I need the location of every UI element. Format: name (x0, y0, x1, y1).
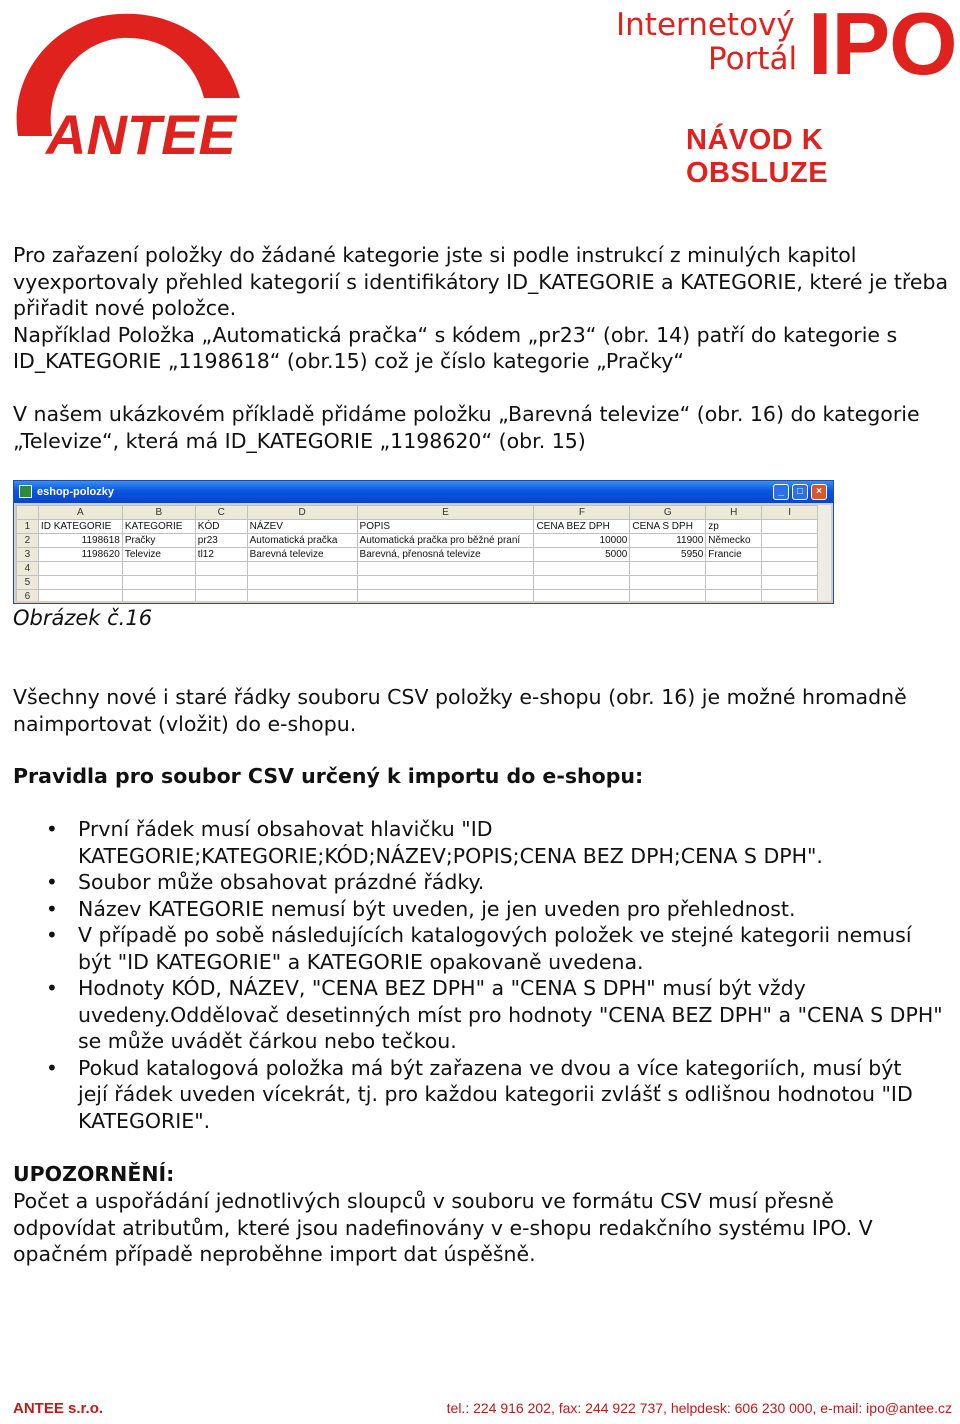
rule-line: • V případě po sobě následujících katalogových položek ve stejné kategorii nemusí (78, 923, 912, 947)
document-label: NÁVOD K OBSLUZE (686, 124, 829, 189)
rule-item (13, 869, 953, 896)
rules-heading: Pravidla pro soubor CSV určený k importu do e-shopu: (13, 764, 644, 788)
row-header[interactable]: 4 (17, 562, 39, 576)
table-row (17, 576, 818, 590)
table-cell[interactable] (357, 576, 534, 590)
rule-item (13, 816, 953, 869)
column-header[interactable]: I (762, 506, 818, 520)
table-cell[interactable] (534, 590, 630, 602)
import-note (13, 684, 953, 737)
column-header[interactable]: G (630, 506, 706, 520)
example-line: „Televize“, která má ID_KATEGORIE „1198620“ (obr. 15) (13, 428, 586, 453)
table-cell[interactable]: Automatická pračka pro běžné praní (357, 534, 534, 548)
ipo-logo: IPO (808, 0, 957, 93)
table-cell[interactable]: Barevná televize (247, 548, 357, 562)
table-cell[interactable]: Barevná, přenosná televize (357, 548, 534, 562)
table-cell[interactable]: Pračky (122, 534, 195, 548)
table-row (17, 590, 818, 602)
table-cell[interactable] (630, 590, 706, 602)
warning-line: odpovídat atributům, které jsou nadefinovány v e-shopu redakčního systému IPO. V (13, 1215, 873, 1240)
table-cell[interactable] (762, 520, 818, 534)
warning-paragraph (13, 1188, 953, 1268)
table-cell[interactable]: ID KATEGORIE (38, 520, 122, 534)
table-cell[interactable] (762, 534, 818, 548)
warning-line: Počet a uspořádání jednotlivých sloupců v souboru ve formátu CSV musí přesně (13, 1189, 834, 1213)
rule-item (13, 922, 953, 975)
spreadsheet-icon (19, 485, 32, 498)
rule-line: se může uvádět čárkou nebo tečkou. (78, 1029, 457, 1053)
table-row (17, 548, 818, 562)
vertical-scrollbar[interactable] (817, 505, 831, 601)
rule-item (13, 896, 953, 923)
table-row (17, 520, 818, 534)
page-footer (0, 1398, 960, 1420)
table-cell[interactable] (706, 576, 762, 590)
warning-line: opačném případě neproběhne import dat úspěšně. (13, 1242, 536, 1266)
table-cell[interactable] (247, 562, 357, 576)
row-header[interactable]: 2 (17, 534, 39, 548)
row-header[interactable]: 6 (17, 590, 39, 602)
table-cell[interactable] (534, 562, 630, 576)
table-cell[interactable]: KATEGORIE (122, 520, 195, 534)
antee-logo (8, 6, 268, 162)
rules-list-container (13, 816, 953, 1134)
table-cell[interactable] (762, 576, 818, 590)
table-cell[interactable]: 1198618 (38, 534, 122, 548)
rule-line: KATEGORIE;KATEGORIE;KÓD;NÁZEV;POPIS;CENA BEZ DPH;CENA S DPH". (78, 843, 823, 868)
figure-caption: Obrázek č.16 (13, 606, 153, 630)
rule-item (13, 975, 953, 1055)
column-header[interactable]: A (38, 506, 122, 520)
table-cell[interactable] (247, 576, 357, 590)
table-cell[interactable]: CENA S DPH (630, 520, 706, 534)
intro-line: vyexportovaly přehled kategorií s identifikátory ID_KATEGORIE a KATEGORIE, které je třeba (13, 269, 949, 294)
table-cell[interactable]: KÓD (195, 520, 247, 534)
spreadsheet-grid[interactable] (16, 505, 818, 601)
table-cell[interactable]: 10000 (534, 534, 630, 548)
rule-line: její řádek uveden vícekrát, tj. pro každou kategorii zvlášť s odlišnou hodnotou "ID (78, 1082, 913, 1106)
table-cell[interactable] (630, 576, 706, 590)
ipo-logo-subtitle: Internetový Portál (616, 7, 798, 77)
rule-line: • Název KATEGORIE nemusí být uveden, je jen uveden pro přehlednost. (78, 896, 796, 921)
table-cell[interactable]: pr23 (195, 534, 247, 548)
column-header[interactable]: C (195, 506, 247, 520)
table-cell[interactable]: NÁZEV (247, 520, 357, 534)
spreadsheet-title: eshop-polozky (37, 486, 115, 498)
intro-paragraph (13, 242, 953, 375)
table-cell[interactable] (357, 590, 534, 602)
rule-line: být "ID KATEGORIE" a KATEGORIE opakovaně uvedena. (78, 949, 644, 974)
table-cell[interactable]: tl12 (195, 548, 247, 562)
table-cell[interactable] (762, 590, 818, 602)
table-cell[interactable] (357, 562, 534, 576)
table-cell[interactable]: Německo (706, 534, 762, 548)
intro-line: Například Položka „Automatická pračka“ s kódem „pr23“ (obr. 14) patří do kategorie s (13, 322, 898, 347)
table-cell[interactable]: 1198620 (38, 548, 122, 562)
warning-heading: UPOZORNĚNÍ: (13, 1162, 175, 1186)
rules-list (13, 816, 953, 1134)
rule-line: • Soubor může obsahovat prázdné řádky. (78, 870, 485, 894)
column-header[interactable]: H (706, 506, 762, 520)
close-button[interactable]: × (811, 484, 827, 500)
table-cell[interactable] (706, 590, 762, 602)
row-header[interactable]: 5 (17, 576, 39, 590)
rule-line: uvedeny.Oddělovač desetinných míst pro hodnoty "CENA BEZ DPH" a "CENA S DPH" (78, 1002, 943, 1027)
table-cell[interactable]: POPIS (357, 520, 534, 534)
rule-line: • Hodnoty KÓD, NÁZEV, "CENA BEZ DPH" a "CENA S DPH" musí být vždy (78, 976, 806, 1000)
table-row (17, 534, 818, 548)
intro-line: přiřadit nové položce. (13, 296, 237, 320)
column-header[interactable]: D (247, 506, 357, 520)
column-header[interactable]: B (122, 506, 195, 520)
table-cell[interactable] (195, 562, 247, 576)
table-cell[interactable]: 11900 (630, 534, 706, 548)
table-cell[interactable]: Televize (122, 548, 195, 562)
minimize-button[interactable]: _ (773, 484, 789, 500)
spreadsheet-window (13, 480, 834, 604)
table-cell[interactable] (38, 590, 122, 602)
table-cell[interactable]: CENA BEZ DPH (534, 520, 630, 534)
table-cell[interactable] (247, 590, 357, 602)
rule-item (13, 1055, 953, 1135)
import-note-line: Všechny nové i staré řádky souboru CSV položky e-shopu (obr. 16) je možné hromadně (13, 685, 907, 709)
intro-line: ID_KATEGORIE „1198618“ (obr.15) což je číslo kategorie „Pračky“ (13, 349, 685, 373)
intro-line: Pro zařazení položky do žádané kategorie jste si podle instrukcí z minulých kapitol (13, 243, 857, 267)
table-cell[interactable]: Automatická pračka (247, 534, 357, 548)
table-cell[interactable]: 5000 (534, 548, 630, 562)
table-cell[interactable] (38, 576, 122, 590)
table-cell[interactable] (630, 562, 706, 576)
table-cell[interactable] (706, 562, 762, 576)
table-cell[interactable] (762, 548, 818, 562)
table-cell[interactable] (195, 590, 247, 602)
maximize-button[interactable]: □ (792, 484, 808, 500)
table-cell[interactable] (38, 562, 122, 576)
example-line: V našem ukázkovém příkladě přidáme položku „Barevná televize“ (obr. 16) do kategorie (13, 402, 920, 426)
table-cell[interactable] (195, 576, 247, 590)
table-cell[interactable] (534, 576, 630, 590)
column-header-row (17, 506, 818, 520)
select-all-corner[interactable] (17, 506, 39, 520)
table-cell[interactable] (122, 590, 195, 602)
spreadsheet-table (16, 505, 818, 601)
spreadsheet-titlebar (14, 481, 833, 503)
row-header[interactable]: 1 (17, 520, 39, 534)
column-header[interactable]: E (357, 506, 534, 520)
table-cell[interactable]: zp (706, 520, 762, 534)
column-header[interactable]: F (534, 506, 630, 520)
rule-line: • Pokud katalogová položka má být zařazena ve dvou a více kategoriích, musí být (78, 1055, 902, 1080)
footer-company: ANTEE s.r.o. (13, 1400, 104, 1417)
table-row (17, 562, 818, 576)
footer-contact: tel.: 224 916 202, fax: 244 922 737, helpdesk: 606 230 000, e-mail: ipo@antee.cz (446, 1400, 952, 1416)
table-cell[interactable] (122, 562, 195, 576)
table-cell[interactable]: Francie (706, 548, 762, 562)
rule-line: • První řádek musí obsahovat hlavičku "ID (78, 817, 493, 841)
row-header[interactable]: 3 (17, 548, 39, 562)
table-cell[interactable]: 5950 (630, 548, 706, 562)
table-cell[interactable] (122, 576, 195, 590)
table-cell[interactable] (762, 562, 818, 576)
antee-logo-text: ANTEE (46, 103, 236, 162)
example-paragraph (13, 401, 953, 454)
import-note-line: naimportovat (vložit) do e-shopu. (13, 711, 357, 736)
rule-line: KATEGORIE". (78, 1108, 211, 1133)
